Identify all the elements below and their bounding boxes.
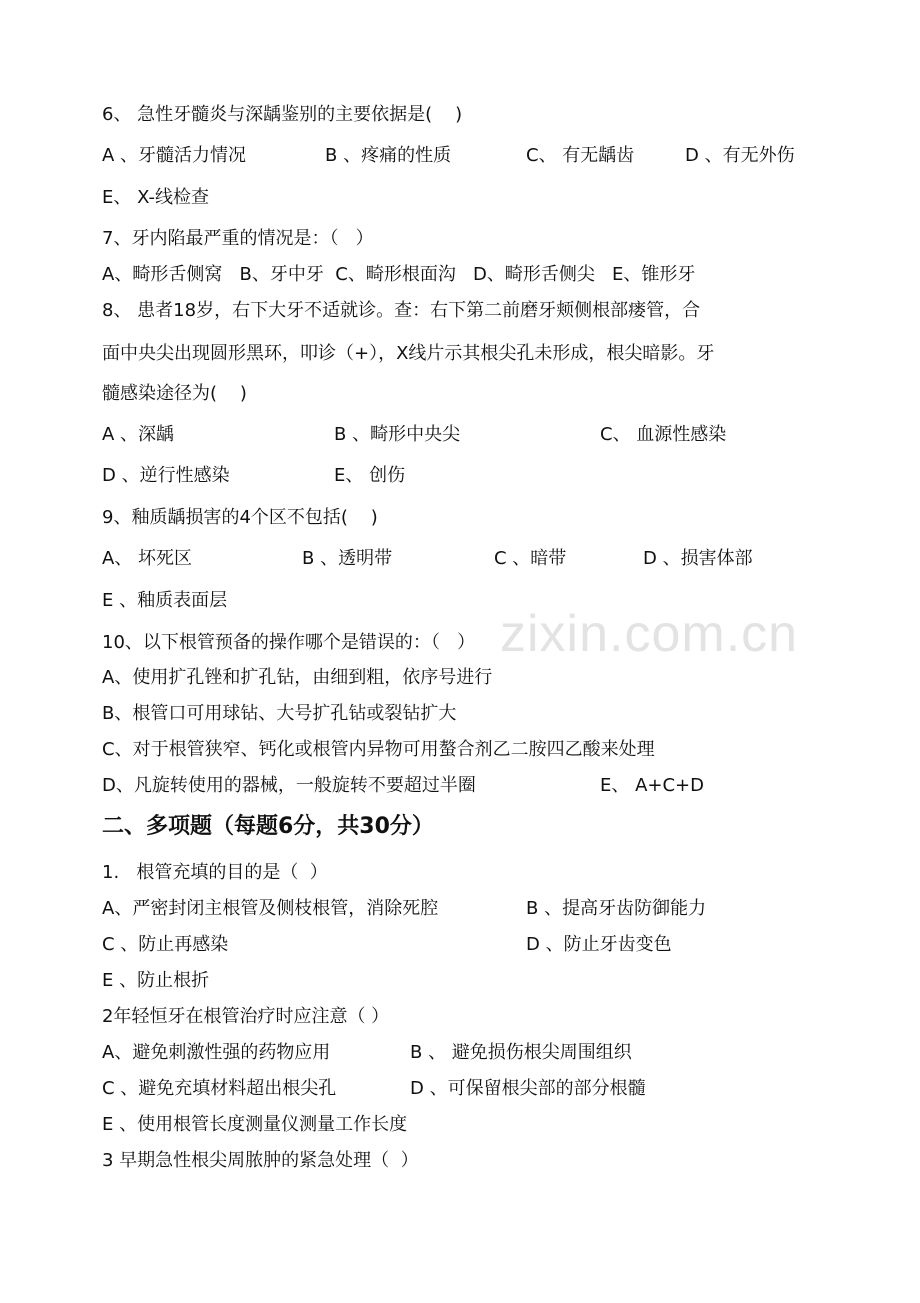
question-8-line-1: 8、 患者18岁，右下大牙不适就诊。查：右下第二前磨牙颊侧根部瘘管，合 — [102, 300, 701, 321]
question-6-stem: 6、 急性牙髓炎与深龋鉴别的主要依据是( ) — [102, 104, 463, 125]
question-8-line-3: 髓感染途径为( ) — [102, 383, 247, 404]
multi-question-1-option-e: E 、防止根折 — [102, 970, 210, 991]
question-7-stem: 7、牙内陷最严重的情况是：（ ） — [102, 228, 374, 249]
watermark: zixin.com.cn — [500, 605, 799, 663]
question-9-option-b: B 、透明带 — [302, 548, 393, 569]
question-7-options: A、畸形舌侧窝 B、牙中牙 C、畸形根面沟 D、畸形舌侧尖 E、锥形牙 — [102, 264, 696, 285]
question-10-option-c: C、对于根管狭窄、钙化或根管内异物可用螯合剂乙二胺四乙酸来处理 — [102, 739, 655, 760]
multi-question-1-stem: 1. 根管充填的目的是（ ） — [102, 862, 328, 883]
multi-question-2-option-b: B 、 避免损伤根尖周围组织 — [410, 1042, 632, 1063]
section-2-heading: 二、多项题（每题6分，共30分） — [102, 814, 434, 839]
question-8-option-a: A 、深龋 — [102, 424, 175, 445]
multi-question-1-option-d: D 、防止牙齿变色 — [526, 934, 672, 955]
question-9-option-d: D 、损害体部 — [643, 548, 753, 569]
question-6-option-a: A 、牙髓活力情况 — [102, 145, 247, 166]
multi-question-3-stem: 3 早期急性根尖周脓肿的紧急处理（ ） — [102, 1150, 419, 1171]
multi-question-1-option-a: A、严密封闭主根管及侧枝根管，消除死腔 — [102, 898, 439, 919]
multi-question-1-option-b: B 、提高牙齿防御能力 — [526, 898, 707, 919]
multi-question-2-option-d: D 、可保留根尖部的部分根髓 — [410, 1078, 646, 1099]
question-8-option-e: E、 创伤 — [334, 465, 406, 486]
question-10-stem: 10、以下根管预备的操作哪个是错误的：（ ） — [102, 632, 476, 653]
question-6-option-e: E、 X-线检查 — [102, 187, 210, 208]
question-10-option-b: B、根管口可用球钻、大号扩孔钻或裂钻扩大 — [102, 703, 457, 724]
multi-question-2-option-e: E 、使用根管长度测量仪测量工作长度 — [102, 1114, 408, 1135]
question-10-option-e: E、 A+C+D — [600, 775, 705, 796]
question-9-stem: 9、釉质龋损害的4个区不包括( ) — [102, 507, 378, 528]
question-6-option-d: D 、有无外伤 — [685, 145, 795, 166]
question-8-line-2: 面中央尖出现圆形黑环，叩诊（+），X线片示其根尖孔未形成，根尖暗影。牙 — [102, 343, 715, 364]
question-10-option-a: A、使用扩孔锉和扩孔钻，由细到粗，依序号进行 — [102, 667, 493, 688]
question-6-option-b: B 、疼痛的性质 — [325, 145, 452, 166]
question-6-option-c: C、 有无龋齿 — [526, 145, 635, 166]
question-9-option-e: E 、釉质表面层 — [102, 590, 228, 611]
question-8-option-c: C、 血源性感染 — [600, 424, 727, 445]
question-10-option-d: D、凡旋转使用的器械，一般旋转不要超过半圈 — [102, 775, 476, 796]
multi-question-2-option-a: A、避免刺激性强的药物应用 — [102, 1042, 331, 1063]
multi-question-1-option-c: C 、防止再感染 — [102, 934, 229, 955]
question-8-option-b: B 、畸形中央尖 — [334, 424, 461, 445]
question-8-option-d: D 、逆行性感染 — [102, 465, 230, 486]
question-9-option-c: C 、暗带 — [494, 548, 567, 569]
question-9-option-a: A、 坏死区 — [102, 548, 193, 569]
multi-question-2-stem: 2年轻恒牙在根管治疗时应注意（ ） — [102, 1006, 390, 1027]
multi-question-2-option-c: C 、避免充填材料超出根尖孔 — [102, 1078, 337, 1099]
